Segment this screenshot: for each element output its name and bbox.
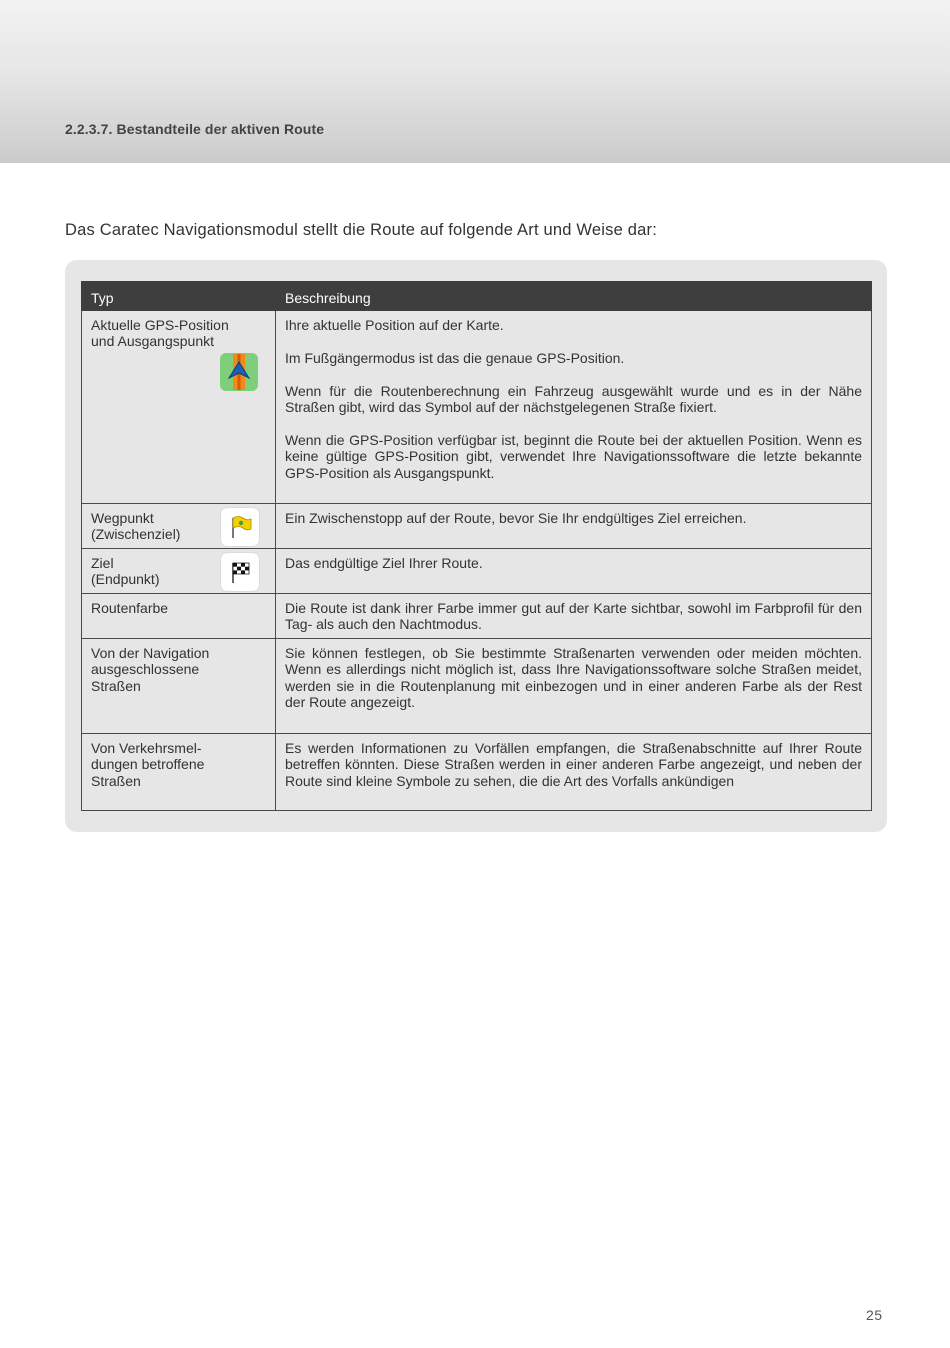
type-label-line: Von der Navigation	[91, 645, 210, 661]
table-row	[82, 734, 872, 811]
type-label-line: dungen betroffene	[91, 756, 205, 773]
type-cell	[82, 504, 276, 549]
waypoint-flag-icon	[221, 508, 259, 546]
description-cell	[276, 639, 872, 734]
description-cell	[276, 734, 872, 811]
type-label-line: ausgeschlossene	[91, 661, 200, 678]
description-text: Es werden Informationen zu Vorfällen empfangen, die Straßenabschnitte auf Ihrer Route betreffen könnten. Diese Straßen werden in einer anderen Farbe angezeigt, und neben der Route sind kleine Symbole zu sehen, die die Art des Vorfalls ankündigen	[285, 740, 862, 789]
checkered-flag-icon	[221, 553, 259, 591]
type-label-line: (Endpunkt)	[91, 571, 160, 588]
description-text: Im Fußgängermodus ist das die genaue GPS-Position.	[285, 349, 625, 366]
table-row	[82, 504, 872, 549]
description-text: Sie können festlegen, ob Sie bestimmte Straßenarten verwenden oder meiden möchten. Wenn es allerdings nicht möglich ist, dass Ihre Navigationssoftware solche Straßen meidet, werden sie in die Routenplanung mit einbezogen und in einer anderen Farbe als der Rest der Route angezeigt.	[285, 645, 862, 711]
table-header-row	[82, 282, 872, 311]
type-cell	[82, 549, 276, 594]
description-text: Wenn die GPS-Position verfügbar ist, beginnt die Route bei der aktuellen Position. Wenn es keine gültige GPS-Position gibt, verwendet Ihre Navigationssoftware die letzte bekannte GPS-Position als Ausgangspunkt.	[285, 431, 862, 481]
description-cell	[276, 594, 872, 639]
column-header-typ: Typ	[82, 282, 276, 311]
description-cell	[276, 311, 872, 504]
type-cell	[82, 734, 276, 811]
table-row	[82, 549, 872, 594]
description-text: Die Route ist dank ihrer Farbe immer gut auf der Karte sichtbar, sowohl im Farbprofil für den Tag- als auch den Nachtmodus.	[285, 600, 862, 633]
type-label-line: Wegpunkt	[91, 510, 154, 526]
page-header-band	[0, 0, 950, 163]
type-label-line: Aktuelle GPS-Position	[91, 317, 229, 333]
type-label-line: Ziel	[91, 555, 114, 571]
table-row	[82, 639, 872, 734]
description-text: Ihre aktuelle Position auf der Karte.	[285, 317, 504, 333]
type-cell	[82, 311, 276, 504]
column-header-beschreibung: Beschreibung	[276, 282, 872, 311]
type-label-line: und Ausgangspunkt	[91, 333, 214, 350]
type-label-line: Routenfarbe	[91, 600, 169, 616]
table-row	[82, 594, 872, 639]
type-label-line: (Zwischenziel)	[91, 526, 181, 543]
description-text: Das endgültige Ziel Ihrer Route.	[285, 555, 483, 571]
table-row	[82, 311, 872, 504]
route-elements-table	[81, 281, 872, 811]
description-cell	[276, 504, 872, 549]
intro-text: Das Caratec Navigationsmodul stellt die Route auf folgende Art und Weise dar:	[65, 221, 657, 239]
description-cell	[276, 549, 872, 594]
type-label-line: Von Verkehrsmel-	[91, 740, 202, 756]
description-text: Ein Zwischenstopp auf der Route, bevor Sie Ihr endgültiges Ziel erreichen.	[285, 510, 747, 526]
gps-position-arrow-icon	[220, 353, 258, 391]
type-label-line: Straßen	[91, 772, 141, 789]
type-cell	[82, 639, 276, 734]
type-cell	[82, 594, 276, 639]
section-title: 2.2.3.7. Bestandteile der aktiven Route	[65, 121, 325, 137]
type-label-line: Straßen	[91, 677, 141, 694]
page-number: 25	[866, 1307, 883, 1323]
description-text: Wenn für die Routenberechnung ein Fahrzeug ausgewählt wurde und es in der Nähe Straßen gibt, wird das Symbol auf der nächstgelegenen Straße fixiert.	[285, 382, 862, 415]
